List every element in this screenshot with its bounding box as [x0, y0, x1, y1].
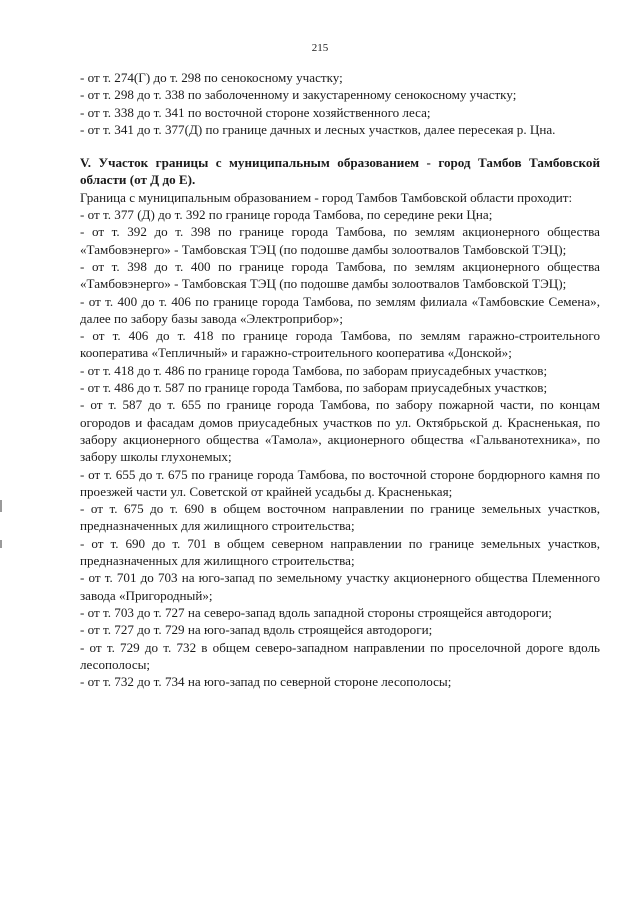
list-item: - от т. 274(Г) до т. 298 по сенокосному участку; — [80, 70, 343, 85]
list-item: - от т. 392 до т. 398 по границе города Тамбова, по землям акционерного общества «Тамбовэнерго» - Тамбовская ТЭЦ (по подошве дамбы золоотвалов Тамбовской ТЭЦ); — [80, 224, 600, 257]
list-item: - от т. 341 до т. 377(Д) по границе дачных и лесных участков, далее пересекая р. Цна. — [80, 121, 556, 137]
list-item: - от т. 398 до т. 400 по границе города Тамбова, по землям акционерного общества «Тамбовэнерго» - Тамбовская ТЭЦ (по подошве дамбы золоотвалов Тамбовской ТЭЦ); — [80, 258, 600, 292]
list-item: - от т. 655 до т. 675 по границе города Тамбова, по восточной стороне бордюрного камня по проезжей части ул. Советской от крайней усадьбы д. Красненькая; — [80, 466, 600, 499]
list-item: - от т. 400 до т. 406 по границе города Тамбова, по землям филиала «Тамбовские Семена», далее по забору базы завода «Электроприбор»; — [80, 293, 600, 326]
list-item: - от т. 377 (Д) до т. 392 по границе города Тамбова, по середине реки Цна; — [80, 207, 493, 223]
list-item: - от т. 418 до т. 486 по границе города Тамбова, по заборам приусадебных участков; — [80, 362, 548, 378]
scan-edge-mark — [0, 540, 2, 548]
document-body — [80, 69, 600, 690]
list-item: - от т. 729 до т. 732 в общем северо-западном направлении по проселочной дороге вдоль лесополосы; — [80, 639, 600, 672]
list-item: - от т. 338 до т. 341 по восточной стороне хозяйственного леса; — [80, 104, 431, 120]
section-heading: V. Участок границы с муниципальным образованием - город Тамбов Тамбовской области (от Д до Е). — [80, 155, 600, 188]
scan-edge-mark — [0, 500, 2, 512]
list-item: - от т. 675 до т. 690 в общем восточном направлении по границе земельных участков, предназначенных для жилищного строительства; — [80, 501, 600, 534]
page-number: 215 — [311, 42, 329, 54]
section-intro: Граница с муниципальным образованием - город Тамбов Тамбовской области проходит: — [80, 189, 573, 205]
paragraph-gap — [80, 138, 600, 154]
list-item: - от т. 486 до т. 587 по границе города Тамбова, по заборам приусадебных участков; — [80, 380, 548, 396]
list-item: - от т. 727 до т. 729 на юго-запад вдоль строящейся автодороги; — [80, 622, 433, 638]
list-item: - от т. 703 до т. 727 на северо-запад вдоль западной стороны строящейся автодороги; — [80, 604, 552, 620]
list-item: - от т. 406 до т. 418 по границе города Тамбова, по землям гаражно-строительного кооператива «Тепличный» и гаражно-строительного кооператива «Донской»; — [80, 328, 600, 361]
list-item: - от т. 701 до 703 на юго-запад по земельному участку акционерного общества Племенного завода «Пригородный»; — [80, 570, 600, 603]
list-item: - от т. 690 до т. 701 в общем северном направлении по границе земельных участков, предназначенных для жилищного строительства; — [80, 535, 600, 569]
list-item: - от т. 732 до т. 734 на юго-запад по северной стороне лесополосы; — [80, 674, 452, 690]
list-item: - от т. 298 до т. 338 по заболоченному и закустаренному сенокосному участку; — [80, 87, 517, 103]
list-item: - от т. 587 до т. 655 по границе города Тамбова, по забору пожарной части, по концам огородов и фасадам домов приусадебных участков по ул. Октябрьской д. Красненькая, по забору акционерного общества «Тамола», акционерного общества «Гальванотехника», по забору школы глухонемых; — [80, 397, 600, 465]
